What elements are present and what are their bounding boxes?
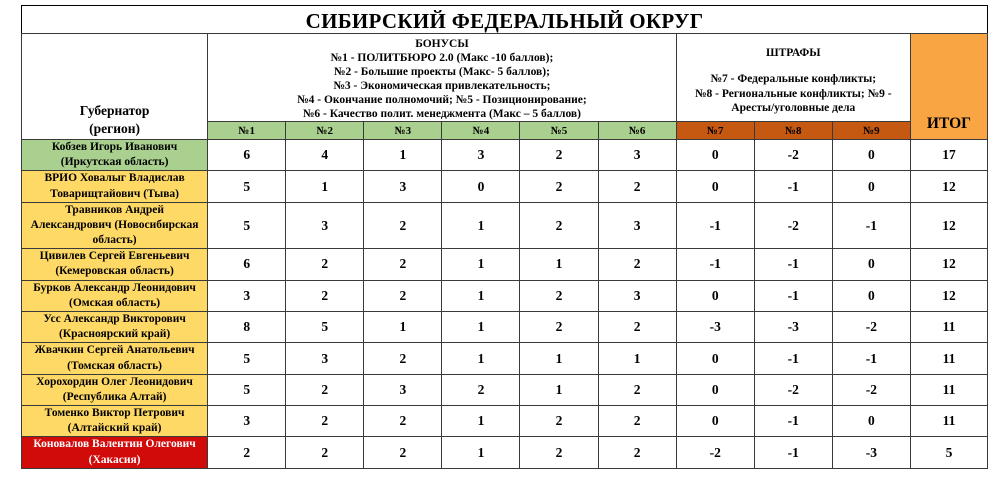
rating-sheet	[21, 5, 988, 469]
penalty-score-8: -1	[754, 280, 832, 311]
governor-header-sublabel: (регион)	[89, 120, 141, 136]
governor-region: область)	[92, 234, 137, 247]
page-title: СИБИРСКИЙ ФЕДЕРАЛЬНЫЙ ОКРУГ	[21, 5, 988, 33]
table-row	[22, 140, 988, 171]
governor-name: Коновалов Валентин Олегович	[33, 438, 196, 451]
penalty-score-9: -1	[832, 343, 910, 374]
bonus-score-5: 1	[520, 343, 598, 374]
total-score: 12	[910, 280, 987, 311]
bonus-score-6: 2	[598, 374, 676, 405]
bonus-score-3: 3	[364, 171, 442, 202]
bonus-desc-4: №4 - Окончание полномочий; №5 - Позиционирование;	[297, 94, 587, 107]
bonus-title: БОНУСЫ	[415, 38, 469, 50]
bonus-score-5: 2	[520, 311, 598, 342]
bonus-score-2: 5	[286, 311, 364, 342]
bonus-score-4: 1	[442, 437, 520, 468]
bonus-score-1: 6	[208, 249, 286, 280]
bonus-score-4: 1	[442, 311, 520, 342]
total-score: 11	[910, 311, 987, 342]
governor-column-header	[22, 34, 208, 140]
total-score: 12	[910, 202, 987, 249]
bonus-score-4: 0	[442, 171, 520, 202]
penalty-score-9: -2	[832, 311, 910, 342]
bonus-col-3: №3	[364, 122, 442, 140]
table-row	[22, 311, 988, 342]
bonus-score-5: 2	[520, 171, 598, 202]
bonus-score-2: 2	[286, 280, 364, 311]
bonus-score-2: 3	[286, 202, 364, 249]
penalty-col-9: №9	[832, 122, 910, 140]
governor-cell	[22, 280, 208, 311]
bonus-desc-1: №1 - ПОЛИТБЮРО 2.0 (Макс -10 баллов);	[330, 52, 554, 65]
penalty-title: ШТРАФЫ	[765, 47, 821, 59]
header-row	[22, 34, 988, 122]
bonus-score-4: 2	[442, 374, 520, 405]
governor-cell	[22, 343, 208, 374]
penalty-score-8: -1	[754, 249, 832, 280]
total-score: 12	[910, 249, 987, 280]
bonus-score-1: 3	[208, 406, 286, 437]
bonus-score-1: 5	[208, 374, 286, 405]
bonus-score-6: 2	[598, 406, 676, 437]
total-score: 5	[910, 437, 987, 468]
bonus-score-1: 5	[208, 202, 286, 249]
governor-header-label: Губернатор	[79, 103, 150, 118]
bonus-score-4: 1	[442, 280, 520, 311]
bonus-score-6: 3	[598, 280, 676, 311]
bonus-score-1: 5	[208, 343, 286, 374]
table-row	[22, 406, 988, 437]
table-row	[22, 343, 988, 374]
bonus-score-5: 1	[520, 249, 598, 280]
governor-region: (Красноярский край)	[58, 328, 171, 341]
governor-name: Цивилев Сергей Евгеньевич	[39, 250, 190, 263]
bonus-score-6: 2	[598, 171, 676, 202]
total-score: 17	[910, 140, 987, 171]
bonus-score-2: 2	[286, 374, 364, 405]
penalty-score-7: -1	[676, 249, 754, 280]
bonus-col-5: №5	[520, 122, 598, 140]
penalty-header	[676, 34, 910, 122]
penalty-score-9: 0	[832, 406, 910, 437]
governor-name: Томенко Виктор Петрович	[44, 407, 185, 420]
bonus-score-1: 3	[208, 280, 286, 311]
total-score: 11	[910, 374, 987, 405]
bonus-score-3: 1	[364, 311, 442, 342]
total-score: 11	[910, 343, 987, 374]
penalty-score-8: -2	[754, 202, 832, 249]
bonus-score-2: 1	[286, 171, 364, 202]
governor-cell	[22, 374, 208, 405]
total-score: 12	[910, 171, 987, 202]
bonus-score-6: 3	[598, 140, 676, 171]
penalty-score-9: -3	[832, 437, 910, 468]
governor-name: Хорохордин Олег Леонидович	[36, 375, 193, 388]
bonus-score-3: 2	[364, 280, 442, 311]
bonus-score-1: 2	[208, 437, 286, 468]
bonus-score-2: 4	[286, 140, 364, 171]
penalty-score-9: 0	[832, 171, 910, 202]
bonus-score-6: 2	[598, 311, 676, 342]
governor-cell	[22, 437, 208, 468]
penalty-score-9: 0	[832, 249, 910, 280]
penalty-score-8: -2	[754, 140, 832, 171]
bonus-score-3: 2	[364, 437, 442, 468]
governor-cell	[22, 249, 208, 280]
bonus-score-3: 2	[364, 343, 442, 374]
bonus-col-1: №1	[208, 122, 286, 140]
governor-name: Кобзев Игорь Иванович	[51, 141, 178, 154]
penalty-score-8: -1	[754, 406, 832, 437]
rating-table	[21, 33, 988, 469]
bonus-desc-5: №6 - Качество полит. менеджмента (Макс – 5 баллов)	[302, 108, 581, 121]
penalty-score-7: 0	[676, 280, 754, 311]
bonus-desc-2: №2 - Большие проекты (Макс- 5 баллов);	[333, 66, 550, 79]
bonus-score-1: 6	[208, 140, 286, 171]
penalty-desc-2: №8 - Региональные конфликты; №9 -	[694, 87, 892, 100]
governor-name: Усс Александр Викторович	[43, 312, 186, 325]
penalty-score-7: 0	[676, 406, 754, 437]
penalty-desc-1: №7 - Федеральные конфликты;	[710, 73, 877, 86]
total-column-header: ИТОГ	[910, 34, 987, 140]
penalty-score-7: 0	[676, 374, 754, 405]
penalty-score-8: -1	[754, 171, 832, 202]
bonus-score-2: 2	[286, 437, 364, 468]
governor-name: Травников Андрей	[65, 203, 164, 216]
bonus-col-4: №4	[442, 122, 520, 140]
bonus-score-6: 2	[598, 249, 676, 280]
table-row	[22, 280, 988, 311]
penalty-score-8: -1	[754, 343, 832, 374]
bonus-score-6: 2	[598, 437, 676, 468]
bonus-score-5: 2	[520, 280, 598, 311]
penalty-score-9: 0	[832, 280, 910, 311]
penalty-score-8: -3	[754, 311, 832, 342]
bonus-score-3: 2	[364, 249, 442, 280]
bonus-score-4: 1	[442, 249, 520, 280]
bonus-score-3: 1	[364, 140, 442, 171]
penalty-score-7: 0	[676, 140, 754, 171]
total-score: 11	[910, 406, 987, 437]
governor-region: (Кемеровская область)	[55, 265, 174, 278]
governor-cell	[22, 406, 208, 437]
bonus-score-3: 2	[364, 406, 442, 437]
bonus-score-2: 3	[286, 343, 364, 374]
governor-cell	[22, 311, 208, 342]
bonus-score-4: 3	[442, 140, 520, 171]
bonus-score-4: 1	[442, 343, 520, 374]
bonus-score-5: 2	[520, 437, 598, 468]
penalty-col-7: №7	[676, 122, 754, 140]
governor-cell	[22, 140, 208, 171]
bonus-score-4: 1	[442, 406, 520, 437]
bonus-score-5: 2	[520, 140, 598, 171]
bonus-score-5: 1	[520, 374, 598, 405]
governor-region: (Томская область)	[67, 359, 162, 372]
table-body	[22, 140, 988, 469]
bonus-desc-3: №3 - Экономическая привлекательность;	[333, 80, 551, 93]
governor-region: (Омская область)	[69, 296, 161, 309]
bonus-score-5: 2	[520, 406, 598, 437]
table-row	[22, 437, 988, 468]
penalty-score-7: -1	[676, 202, 754, 249]
penalty-score-7: 0	[676, 343, 754, 374]
governor-region: (Иркутская область)	[60, 156, 169, 169]
bonus-score-5: 2	[520, 202, 598, 249]
governor-name: Бурков Александр Леонидович	[33, 281, 196, 294]
governor-region: (Алтайский край)	[67, 422, 162, 435]
penalty-score-8: -1	[754, 437, 832, 468]
penalty-score-8: -2	[754, 374, 832, 405]
penalty-score-7: -2	[676, 437, 754, 468]
bonus-score-6: 1	[598, 343, 676, 374]
table-row	[22, 249, 988, 280]
penalty-score-7: 0	[676, 171, 754, 202]
bonus-score-6: 3	[598, 202, 676, 249]
governor-region: Товарищтайович (Тыва)	[50, 187, 179, 200]
penalty-desc-3: Аресты/уголовные дела	[731, 102, 856, 115]
table-row	[22, 171, 988, 202]
bonus-score-2: 2	[286, 406, 364, 437]
bonus-score-3: 2	[364, 202, 442, 249]
bonus-score-2: 2	[286, 249, 364, 280]
penalty-col-8: №8	[754, 122, 832, 140]
governor-region: (Хакасия)	[88, 453, 141, 466]
governor-cell	[22, 202, 208, 249]
governor-region: Александрович (Новосибирская	[30, 218, 199, 231]
bonus-header	[208, 34, 677, 122]
table-row	[22, 374, 988, 405]
governor-region: (Республика Алтай)	[62, 390, 167, 403]
bonus-col-6: №6	[598, 122, 676, 140]
governor-name: Жвачкин Сергей Анатольевич	[34, 344, 195, 357]
bonus-col-2: №2	[286, 122, 364, 140]
bonus-score-1: 5	[208, 171, 286, 202]
table-row	[22, 202, 988, 249]
bonus-score-3: 3	[364, 374, 442, 405]
bonus-score-4: 1	[442, 202, 520, 249]
penalty-score-9: -2	[832, 374, 910, 405]
penalty-score-9: 0	[832, 140, 910, 171]
governor-name: ВРИО Ховалыг Владислав	[44, 172, 185, 185]
penalty-score-7: -3	[676, 311, 754, 342]
bonus-score-1: 8	[208, 311, 286, 342]
governor-cell	[22, 171, 208, 202]
penalty-score-9: -1	[832, 202, 910, 249]
